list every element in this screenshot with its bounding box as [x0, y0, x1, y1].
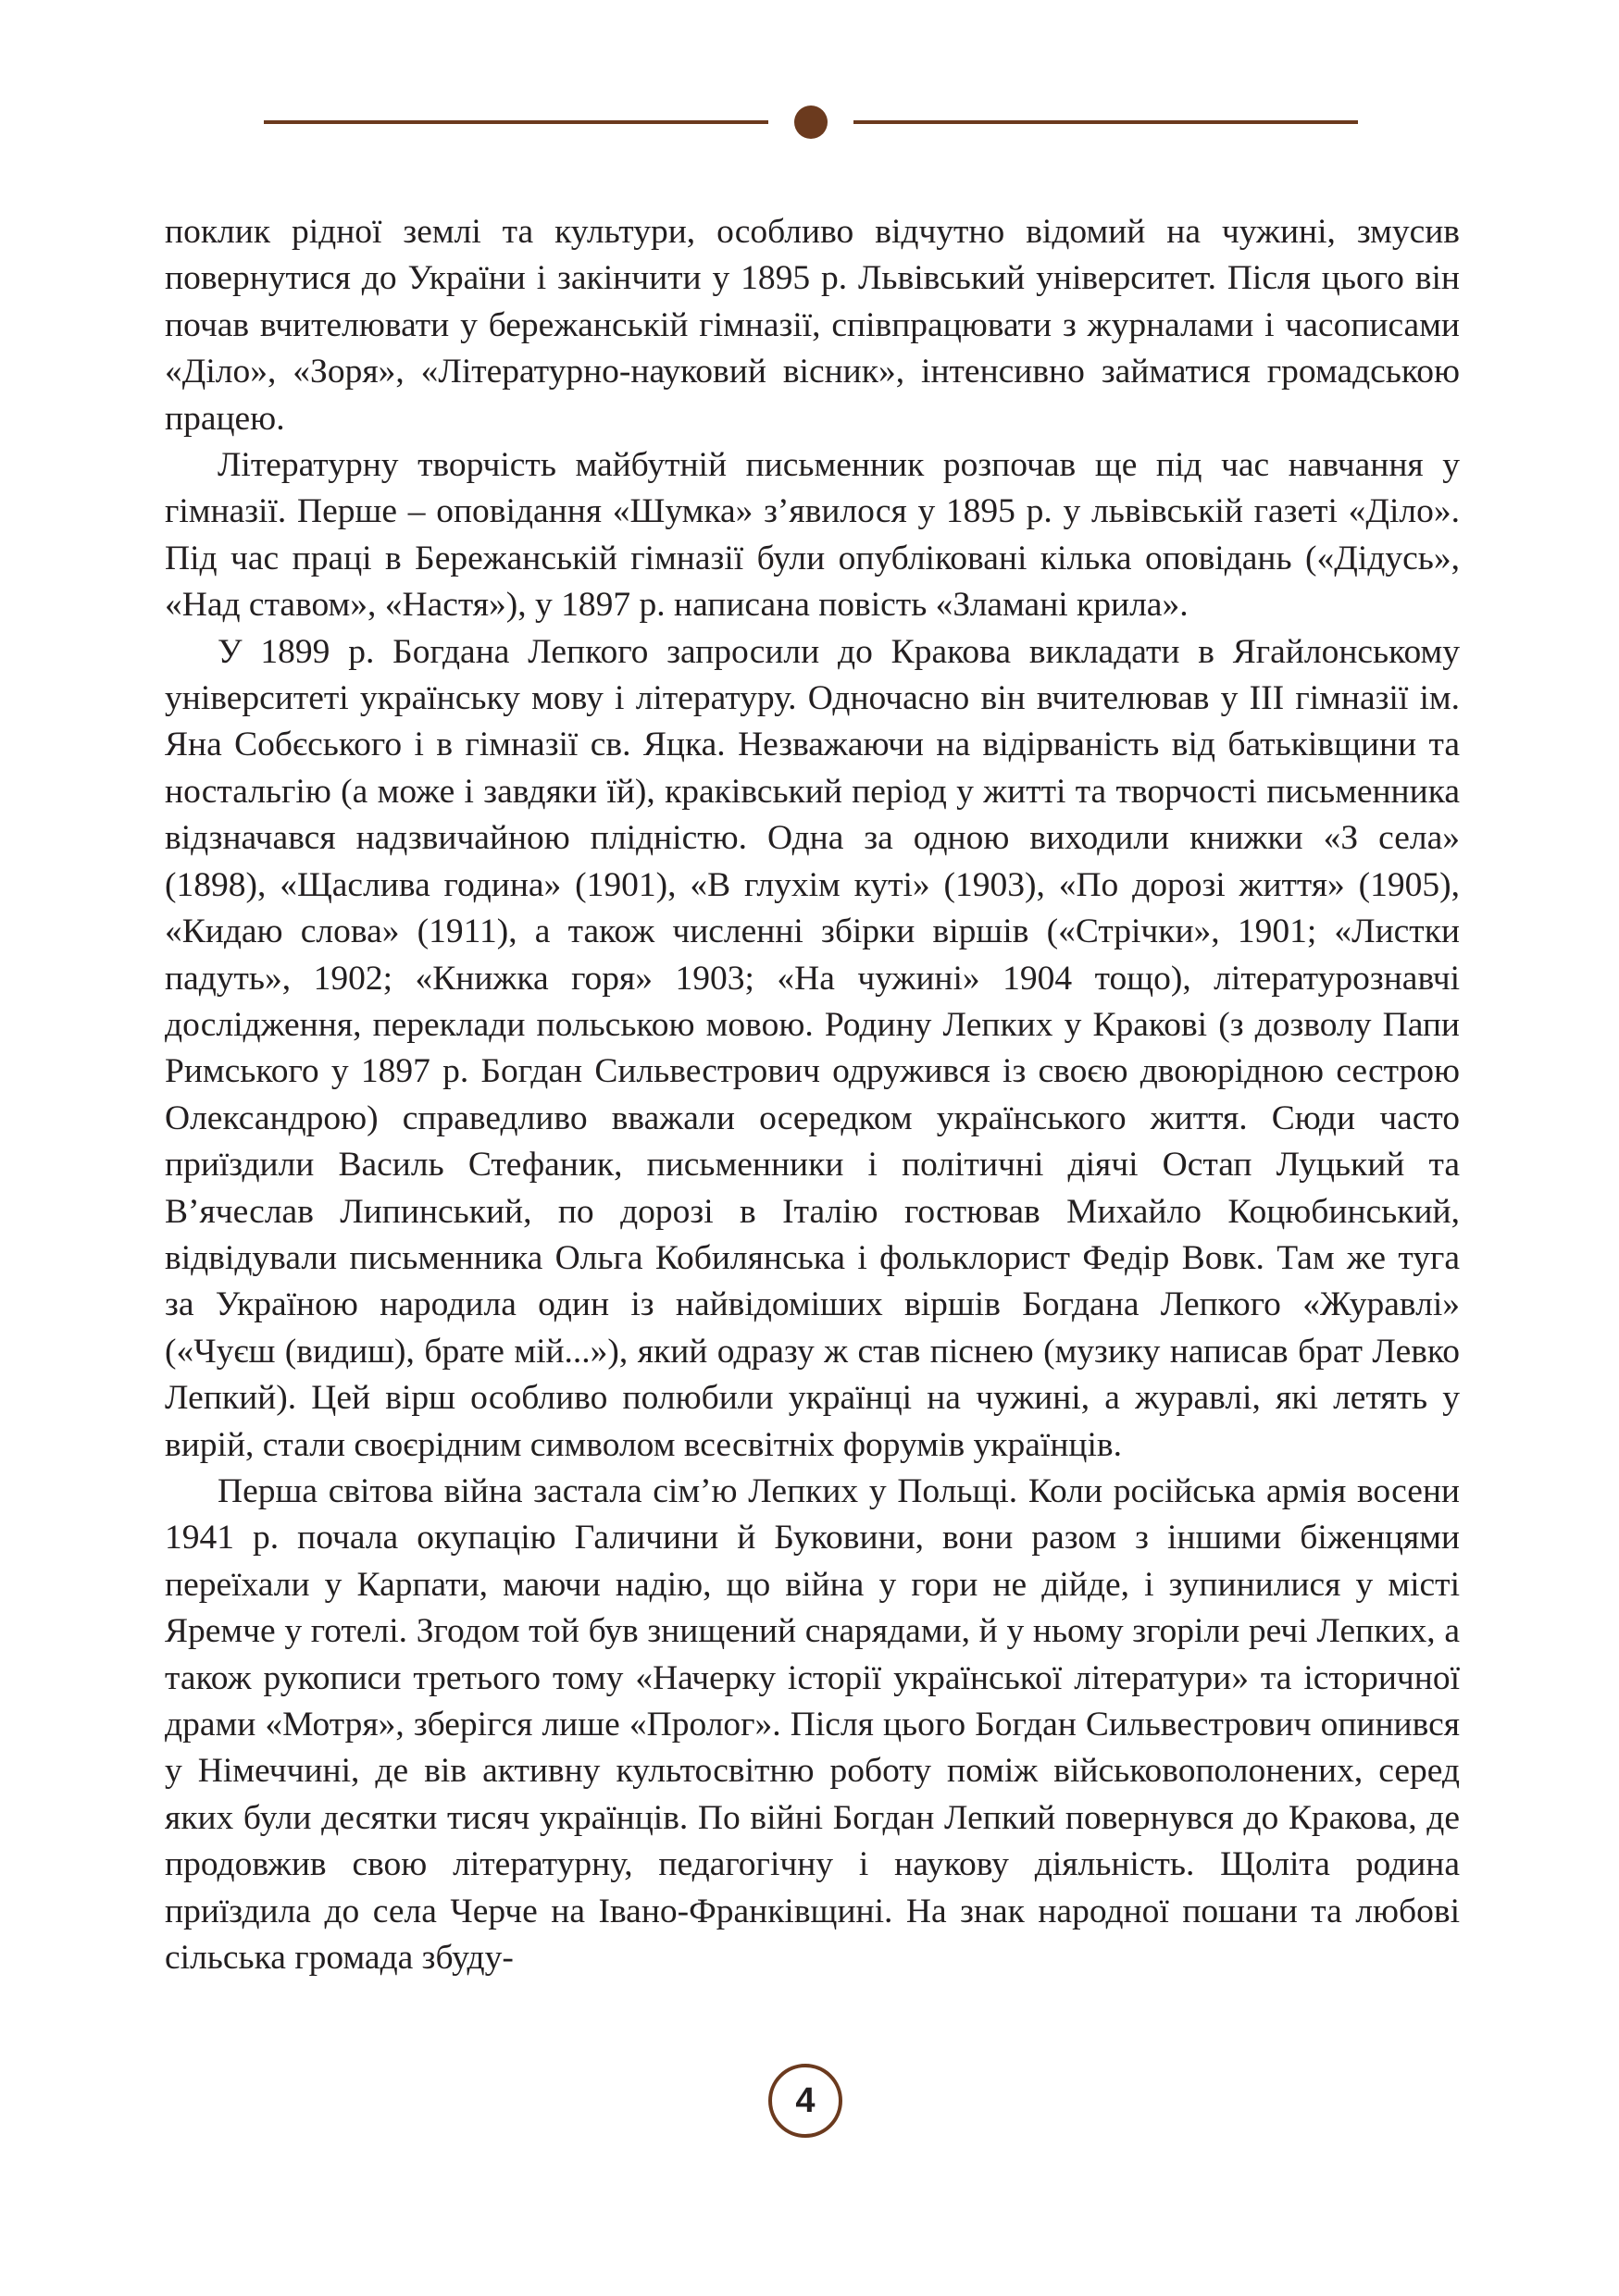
ornament-dot	[794, 105, 828, 139]
page-number: 4	[795, 2080, 816, 2120]
page-number-badge	[768, 2064, 842, 2138]
body-text	[165, 209, 1460, 1981]
paragraph-2: Літературну творчість майбутній письменник розпочав ще під час навчання у гімназії. Перше – оповідання «Шумка» з’явилося у 1895 р. у львівській газеті «Діло». Під час праці в Бережанській гімназії були опубліковані кілька оповідань («Дідусь», «Над ставом», «Настя»), у 1897 р. написана повість «Зламані крила».	[165, 446, 1460, 625]
header-ornament	[0, 0, 1619, 167]
paragraph-4: Перша світова війна застала сім’ю Лепких у Польщі. Коли російська армія восени 1941 р. почала окупацію Галичини й Буковини, вони разом з іншими біженцями переїхали у Карпати, маючи надію, що війна у гори не дійде, і зупинилися у місті Яремче у готелі. Згодом той був знищений снарядами, й у ньому згоріли речі Лепких, а також рукописи третього тому «Начерку історії української літератури» та історичної драми «Мотря», зберігся лише «Пролог». Після цього Богдан Сильвестрович опинився у Німеччині, де вів активну культосвітню роботу поміж військовополонених, серед яких були десятки тисяч українців. По війні Богдан Лепкий повернувся до Кракова, де продовжив свою літературну, педагогічну і наукову діяльність. Щоліта родина приїздила до села Черче на Івано-Франківщині. На знак народної пошани та любові сільська громада збуду-	[165, 1471, 1460, 1978]
paragraph-1: поклик рідної землі та культури, особливо відчутно відомий на чужині, змусив повернутися до України і закінчити у 1895 р. Львівський університет. Після цього він почав вчителювати у бережанській гімназії, співпрацювати з журналами і часописами «Діло», «Зоря», «Літературно-науковий вісник», інтенсивно займатися громадською працею.	[165, 213, 1460, 438]
paragraph-3: У 1899 р. Богдана Лепкого запросили до Кракова викладати в Ягайлонському університеті українську мову і літературу. Одночасно він вчителював у ІІІ гімназії ім. Яна Собєського і в гімназії св. Яцка. Незважаючи на відірваність від батьківщини та ностальгію (а може і завдяки їй), краківський період у житті та творчості письменника відзначався надзвичайною плідністю. Одна за одною виходили книжки «З села» (1898), «Щаслива година» (1901), «В глухім куті» (1903), «По дорозі життя» (1905), «Кидаю слова» (1911), а також численні збірки віршів («Стрічки», 1901; «Листки падуть», 1902; «Книжка горя» 1903; «На чужині» 1904 тощо), літературознавчі дослідження, переклади польською мовою. Родину Лепких у Кракові (з дозволу Папи Римського у 1897 р. Богдан Сильвестрович одружився із своєю двоюрідною сестрою Олександрою) справедливо вважали осередком українського життя. Сюди часто приїздили Василь Стефаник, письменники і політичні діячі Остап Луцький та В’ячеслав Липинський, по дорозі в Італію гостював Михайло Коцюбинський, відвідували письменника Ольга Кобилянська і фольклорист Федір Вовк. Там же туга за Україною народила один із найвідоміших віршів Богдана Лепкого «Журавлі» («Чуєш (видиш), брате мій...»), який одразу ж став піснею (музику написав брат Левко Лепкий). Цей вірш особливо полюбили українці на чужині, а журавлі, які летять у вирій, стали своєрідним символом всесвітніх форумів українців.	[165, 632, 1460, 1464]
